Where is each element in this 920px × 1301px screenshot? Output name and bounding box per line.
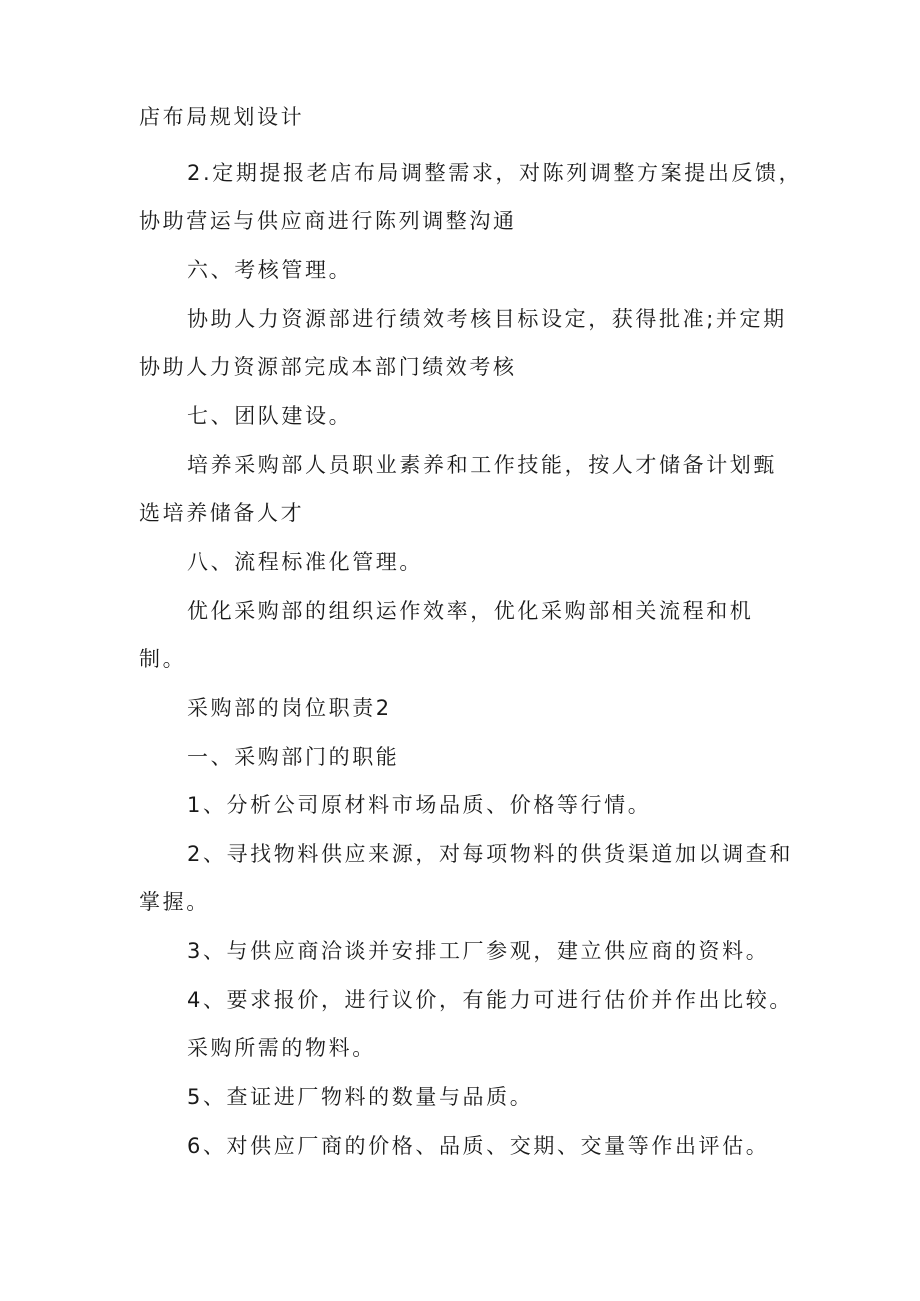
- list-item: 3、与供应商洽谈并安排工厂参观，建立供应商的资料。: [187, 939, 770, 963]
- list-item: 1、分析公司原材料市场品质、价格等行情。: [187, 793, 652, 817]
- paragraph-line: 采购所需的物料。: [187, 1036, 376, 1060]
- list-item: 5、查证进厂物料的数量与品质。: [187, 1085, 534, 1109]
- paragraph-line: 培养采购部人员职业素养和工作技能，按人才储备计划甄: [187, 453, 777, 477]
- paragraph-line: 店布局规划设计: [139, 105, 305, 129]
- section-heading: 六、考核管理。: [187, 258, 353, 282]
- section-heading: 七、团队建设。: [187, 404, 353, 428]
- list-item: 2、寻找物料供应来源，对每项物料的供货渠道加以调查和: [187, 842, 793, 866]
- paragraph-line: 协助人力资源部进行绩效考核目标设定，获得批准;并定期: [187, 307, 787, 331]
- paragraph-line: 掌握。: [139, 890, 210, 914]
- section-heading: 一、采购部门的职能: [187, 745, 400, 769]
- paragraph-line: 协助营运与供应商进行陈列调整沟通: [139, 209, 517, 233]
- list-item: 6、对供应厂商的价格、品质、交期、交量等作出评估。: [187, 1134, 770, 1158]
- paragraph-line: 2.定期提报老店布局调整需求，对陈列调整方案提出反馈，: [187, 161, 803, 185]
- paragraph-line: 优化采购部的组织运作效率，优化采购部相关流程和机: [187, 599, 754, 623]
- section-heading: 八、流程标准化管理。: [187, 550, 423, 574]
- document-subtitle: 采购部的岗位职责2: [187, 696, 392, 720]
- list-item: 4、要求报价，进行议价，有能力可进行估价并作出比较。: [187, 988, 793, 1012]
- paragraph-line: 协助人力资源部完成本部门绩效考核: [139, 355, 517, 379]
- paragraph-line: 选培养储备人才: [139, 501, 305, 525]
- paragraph-line: 制。: [139, 647, 187, 671]
